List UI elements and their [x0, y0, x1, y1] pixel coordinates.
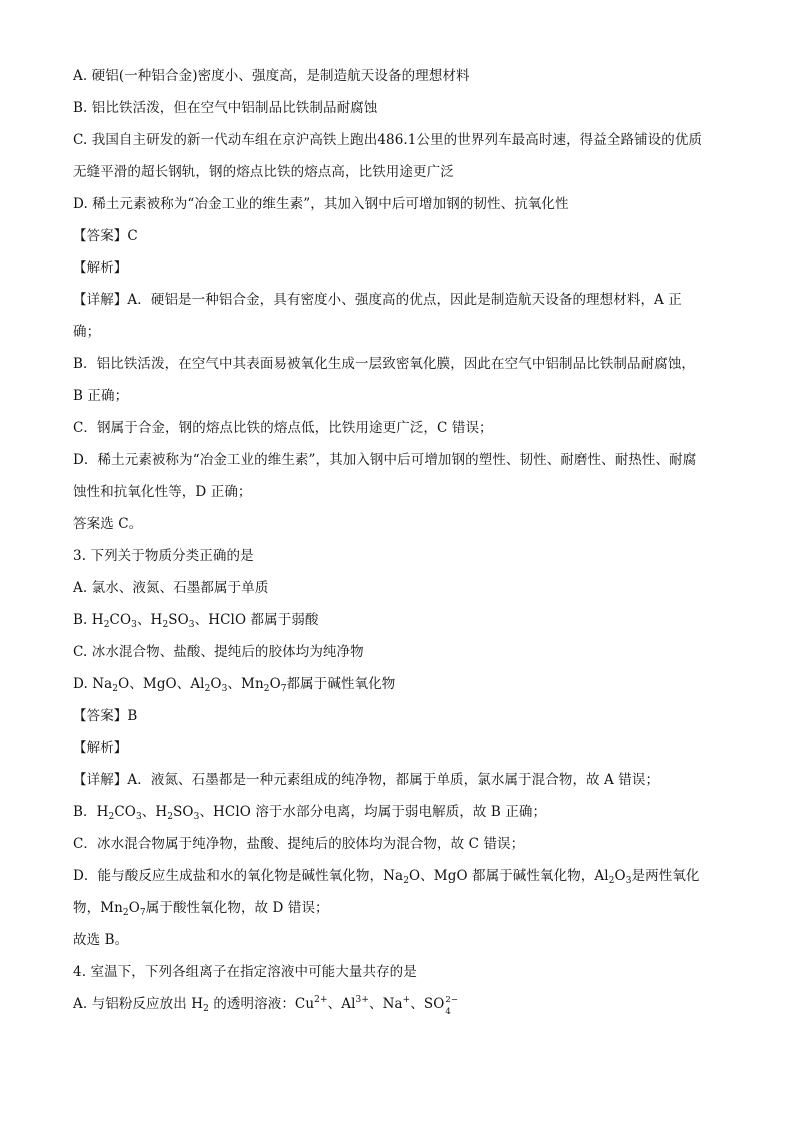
q4-stem: 4. 室温下，下列各组离子在指定溶液中可能大量共存的是 — [73, 964, 417, 980]
q3-detail-b-suffix: 溶于水部分电离，均属于弱电解质，故 B 正确； — [250, 804, 547, 820]
q3-detail-d2-suffix: 属于酸性氧化物，故 D 错误； — [145, 900, 329, 916]
q3-option-b: B. $H_2CO_3$、$H_2SO_3$、HClO 都属于弱酸 — [73, 612, 319, 630]
q4-option-a: A. 与铝粉反应放出 $H_2$ 的透明溶液：$Cu^{2+}$、$Al^{3+}$、Na+、SO 2− 4 — [73, 995, 459, 1017]
q3-option-d-suffix: 都属于碱性氧化物 — [286, 676, 396, 692]
q3-detail-b: B．$H_2CO_3$、$H_2SO_3$、HClO 溶于水部分电离，均属于弱电解质，故 B 正确； — [73, 804, 547, 822]
q2-conclusion: 答案选 C。 — [73, 516, 143, 532]
q2-answer: 【答案】C — [73, 228, 138, 244]
q4-option-a-prefix: A. 与铝粉反应放出 H — [73, 996, 204, 1012]
q2-option-c-line1: C. 我国自主研发的新一代动车组在京沪高铁上跑出486.1公里的世界列车最高时速，得益全路铺设的优质 — [73, 132, 703, 148]
q2-detail-b-line1: B．铝比铁活泼，在空气中其表面易被氧化生成一层致密氧化膜，因此在空气中铝制品比铁制品耐腐蚀， — [73, 356, 696, 372]
q3-detail-d-prefix: D．能与酸反应生成盐和水的氧化物是碱性氧化物，Na — [73, 868, 404, 884]
q2-option-d: D. 稀土元素被称为“冶金工业的维生素”，其加入钢中后可增加钢的韧性、抗氧化性 — [73, 196, 569, 212]
q2-detail-b-line2: B 正确； — [73, 388, 129, 404]
sulfate-charge: 2− 4 — [445, 995, 459, 1017]
q3-detail-d-line1: D．能与酸反应生成盐和水的氧化物是碱性氧化物，$Na_2O$、MgO 都属于碱性氧化物，$Al_2O_3$是两性氧化 — [73, 868, 700, 886]
q3-detail-c: C．冰水混合物属于纯净物，盐酸、提纯后的胶体均为混合物，故 C 错误； — [73, 836, 525, 852]
q3-analysis-label: 【解析】 — [73, 740, 128, 756]
q2-detail-d-line2: 蚀性和抗氧化性等，D 正确； — [73, 484, 252, 500]
q3-detail-d-line2: 物，$Mn_2O_7$属于酸性氧化物，故 D 错误； — [73, 900, 329, 918]
q3-stem: 3. 下列关于物质分类正确的是 — [73, 548, 254, 564]
q2-option-a: A. 硬铝(一种铝合金)密度小、强度高，是制造航天设备的理想材料 — [73, 68, 470, 84]
q2-detail-a-line2: 确； — [73, 324, 101, 340]
q3-option-d: D. $Na_2O$、MgO、$Al_2O_3$、$Mn_2O_7$都属于碱性氧化物 — [73, 676, 396, 694]
q3-detail-a: 【详解】A．液氮、石墨都是一种元素组成的纯净物，都属于单质，氯水属于混合物，故 A 错误； — [73, 772, 660, 788]
q4-option-a-end: 、SO — [410, 996, 445, 1012]
q2-option-c-line2: 无缝平滑的超长钢轨，钢的熔点比铁的熔点高，比铁用途更广泛 — [73, 164, 454, 180]
q3-option-d-prefix: D. Na — [73, 676, 113, 692]
q4-option-a-middle: 的透明溶液：Cu — [208, 996, 315, 1012]
q3-detail-d-suffix: 是两性氧化 — [631, 868, 700, 884]
q2-detail-d-line1: D．稀土元素被称为“冶金工业的维生素”，其加入钢中后可增加钢的塑性、韧性、耐磨性、耐热性、耐腐 — [73, 452, 697, 468]
q2-detail-c: C．钢属于合金，钢的熔点比铁的熔点低，比铁用途更广泛，C 错误； — [73, 420, 493, 436]
q3-option-b-suffix: 都属于弱酸 — [246, 612, 319, 628]
q3-option-b-prefix: B. H — [73, 612, 104, 628]
q3-answer: 【答案】B — [73, 708, 138, 724]
q2-analysis-label: 【解析】 — [73, 260, 128, 276]
q3-option-c: C. 冰水混合物、盐酸、提纯后的胶体均为纯净物 — [73, 644, 364, 660]
q2-detail-a-line1: 【详解】A．硬铝是一种铝合金，具有密度小、强度高的优点，因此是制造航天设备的理想材料，A 正 — [73, 292, 682, 308]
q2-option-b: B. 铝比铁活泼，但在空气中铝制品比铁制品耐腐蚀 — [73, 100, 378, 116]
q3-detail-d2-prefix: 物，Mn — [73, 900, 123, 916]
q3-option-a: A. 氯水、液氮、石墨都属于单质 — [73, 580, 269, 596]
q3-detail-d-middle: O 都属于碱性氧化物，Al — [456, 868, 609, 884]
q3-conclusion: 故选 B。 — [73, 932, 129, 948]
